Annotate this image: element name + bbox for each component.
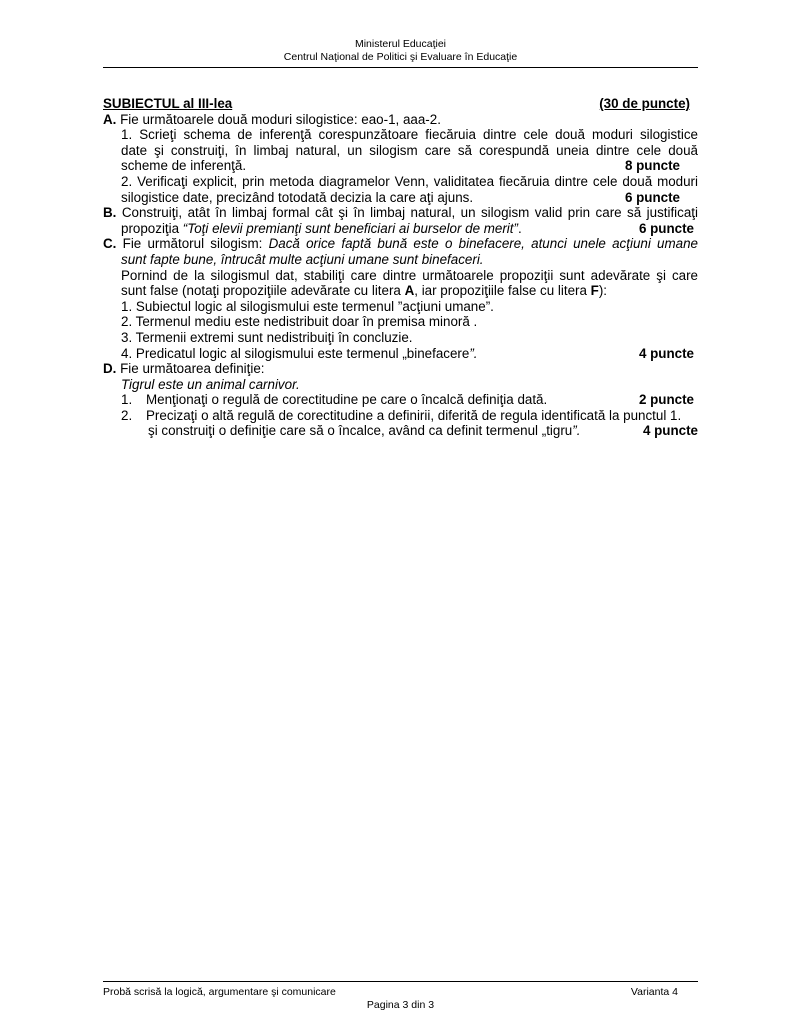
section-d-item1-points: 2 puncte [638,392,694,408]
section-d-item2-number: 2. [121,407,133,423]
section-a-item2-text2: silogistice date, precizând totodată decizia la care aţi ajuns. [121,189,474,205]
section-c-item4-quote: ”. [469,345,478,361]
header-center: Centrul Naţional de Politici şi Evaluare în Educaţie [283,51,518,63]
section-a-text: Fie următoarele două moduri silogistice: eao-1, aaa-2. [116,111,441,127]
section-c-item4-row [103,346,698,362]
section-b-proposition: “Toţi elevii premianţi sunt beneficiari ai burselor de merit” [182,220,518,236]
section-d-item1: Menţionaţi o regulă de corectitudine pe care o încalcă definiţia dată. [146,392,548,408]
page-footer [103,986,698,1012]
exam-content [103,96,698,439]
section-a-label: A. [103,111,117,127]
section-d-line1 [103,361,698,377]
section-a-item1-line3 [103,158,698,174]
section-b-text2: propoziţia [121,220,183,236]
section-d-definition: Tigrul este un animal carnivor. [121,376,300,392]
section-b-label: B. [103,205,117,221]
section-a-item2-line2 [103,190,698,206]
section-a-item2-points: 6 puncte [624,189,680,205]
section-c-item3: 3. Termenii extremi sunt nedistribuiţi în concluzie. [121,329,413,345]
section-d-item2-points: 4 puncte [642,423,698,439]
section-b-period: . [517,220,522,236]
section-c-instr2-c: ): [598,283,608,299]
footer-variant: Varianta 4 [630,986,678,998]
section-c-instruction2 [103,283,698,299]
section-a-item1-text3: scheme de inferenţă. [121,158,247,174]
subject-title: SUBIECTUL al III-lea [103,96,233,111]
section-d-item2-quote: ”. [572,423,581,439]
section-c-item4: 4. Predicatul logic al silogismului este termenul „binefacere [121,345,470,361]
section-a-item1-points: 8 puncte [624,158,680,174]
subject-points: (30 de puncte) [599,96,690,111]
section-c-item1: 1. Subiectul logic al silogismului este termenul ”acţiuni umane”. [121,298,494,314]
section-d-item1-number: 1. [121,392,133,408]
section-b-text1: Construiţi, atât în limbaj formal cât şi în limbaj natural, un silogism valid prin care să justificaţi [116,205,698,221]
section-c-instr2-b: , iar propoziţiile false cu litera [414,283,591,299]
section-b-line1 [103,205,698,221]
section-c-text1: Fie următorul silogism: [116,236,269,252]
section-a-item1-line2: date şi construiţi, în limbaj natural, un silogism care să corespundă uneia dintre cele două [121,142,698,158]
section-c-instr2-a: sunt false (notaţi propoziţiile adevărate cu litera [121,283,405,299]
footer-page-number: Pagina 3 din 3 [366,999,435,1011]
header-ministry: Ministerul Educaţiei [354,38,447,50]
section-a [103,112,698,128]
header-divider [103,67,698,68]
section-d-item2-row [103,408,698,424]
section-c-label: C. [103,236,117,252]
section-a-item1-line1: 1. Scrieţi schema de inferenţă corespunzătoare fiecăruia dintre cele două moduri silogistice [121,127,698,143]
subject-title-row [103,96,698,112]
footer-exam-name: Probă scrisă la logică, argumentare şi comunicare [103,986,336,998]
section-c-syllogism1: Dacă orice faptă bună este o binefacere, atunci unele acţiuni umane [268,236,698,252]
section-d-item2-line2-row [103,423,698,439]
section-c-syllogism2: sunt fapte bune, întrucât multe acţiuni umane sunt binefaceri. [121,251,484,267]
page-header [103,38,698,64]
section-b-line2 [103,221,698,237]
section-c-letter-f: F [590,283,599,299]
section-c-item2: 2. Termenul mediu este nedistribuit doar în premisa minoră . [121,314,478,330]
footer-divider [103,981,698,982]
section-d-text: Fie următoarea definiţie: [116,361,265,377]
section-c-line1 [103,236,698,252]
section-d-item2-line1: Precizaţi o altă regulă de corectitudine a definirii, diferită de regula identificată la punctul 1. [146,407,682,423]
section-d-item1-row [103,392,698,408]
section-c-instruction1: Pornind de la silogismul dat, stabiliţi care dintre următoarele propoziţii sunt adevărate şi care [121,267,698,283]
section-d-label: D. [103,361,117,377]
section-b-points: 6 puncte [638,220,694,236]
section-a-item2-line1: 2. Verificaţi explicit, prin metoda diagramelor Venn, validitatea fiecăruia dintre cele două moduri [121,173,698,189]
section-d-item2-line2: şi construiţi o definiţie care să o încalce, având ca definit termenul „tigru [148,423,573,439]
section-c-points: 4 puncte [638,345,694,361]
section-c-letter-a: A [404,283,415,299]
